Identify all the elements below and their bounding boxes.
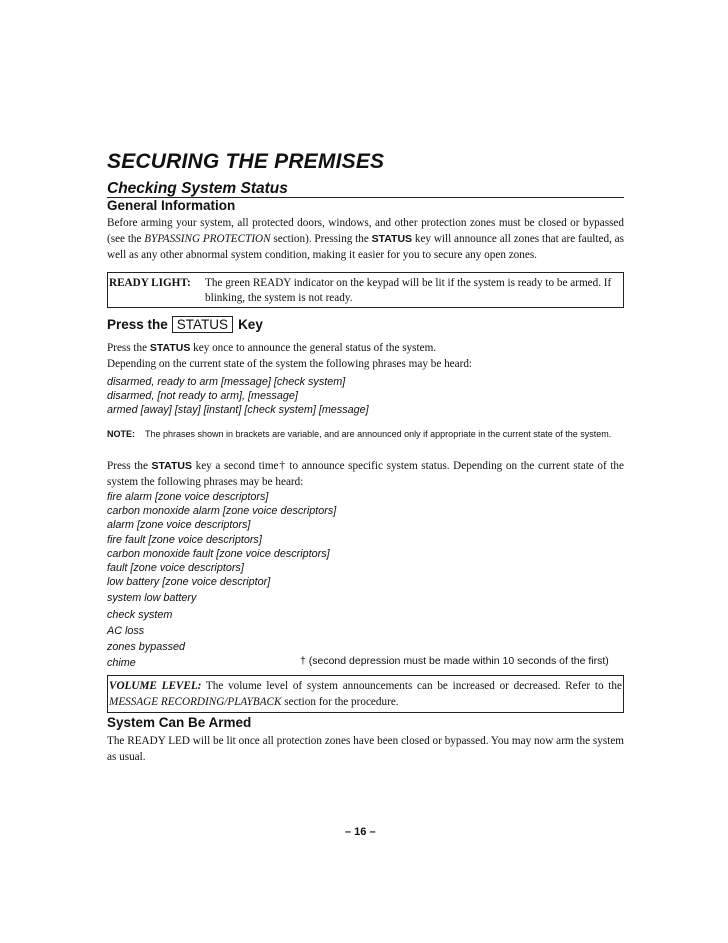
status-intro: Press the STATUS key once to announce the general status of the system. Depending on the current state of the system the following phrases may be heard: <box>107 342 473 370</box>
phrase-item: check system <box>107 608 173 621</box>
volume-level-box: VOLUME LEVEL: The volume level of system announcements can be increased or decreased. Refer to the MESSAGE RECORDING/PLAYBACK section for the procedure. <box>107 675 624 713</box>
note-label: NOTE: <box>107 429 135 439</box>
second-press-paragraph: Press the STATUS key a second time† to announce specific system status. Depending on the current state of the system the following phrases may be heard: <box>107 460 624 488</box>
phrase-item: disarmed, ready to arm [message] [check system] <box>107 376 346 388</box>
general-info-title: General Information <box>107 198 236 213</box>
ready-light-text: The green READY indicator on the keypad will be lit if the system is ready to be armed. If blinking, the system is not ready. <box>205 277 612 304</box>
phrase-item: AC loss <box>107 624 145 637</box>
ready-light-label: READY LIGHT: <box>109 277 191 289</box>
phrase-item: fire alarm [zone voice descriptors] <box>107 491 269 503</box>
phrase-item: zones bypassed <box>107 641 186 654</box>
phrase-item: fire fault [zone voice descriptors] <box>107 533 262 546</box>
phrase-item: chime <box>107 657 136 670</box>
phrase-item: low battery [zone voice descriptor] <box>107 576 271 589</box>
system-armed-title: System Can Be Armed <box>107 715 252 730</box>
phrase-item: system low battery <box>107 592 197 605</box>
footnote: † (second depression must be made within 10 seconds of the first) <box>300 655 609 667</box>
volume-level-label: VOLUME LEVEL: <box>109 680 202 692</box>
page-number: – 16 – <box>345 826 376 838</box>
phrase-item: alarm [zone voice descriptors] <box>107 519 251 532</box>
phrase-item: carbon monoxide fault [zone voice descriptors] <box>107 547 330 560</box>
press-status-title: Press the STATUS Key <box>107 317 263 332</box>
note-text: The phrases shown in brackets are variable, and are announced only if appropriate in the current state of the system. <box>145 429 612 439</box>
ready-light-box <box>107 272 624 308</box>
phrase-list-1 <box>107 375 624 418</box>
phrase-item: fault [zone voice descriptors] <box>107 562 244 575</box>
phrase-list-2 <box>107 490 624 670</box>
sub-heading: Checking System Status <box>107 180 288 197</box>
section-heading: SECURING THE PREMISES <box>107 150 385 173</box>
status-key-box: STATUS <box>172 316 233 333</box>
phrase-item: disarmed, [not ready to arm], [message] <box>107 390 298 403</box>
system-armed-text: The READY LED will be lit once all protection zones have been closed or bypassed. You may now arm the system as usual. <box>107 735 624 763</box>
phrase-item: carbon monoxide alarm [zone voice descriptors] <box>107 505 337 518</box>
general-info-paragraph: Before arming your system, all protected doors, windows, and other protection zones must be closed or bypassed (see the BYPASSING PROTECTION section). Pressing the STATUS key will announce all zones that are faulted, as well as any other abnormal system condition, making it easier for you to secure any open zones. <box>107 217 624 261</box>
phrase-item: armed [away] [stay] [instant] [check system] [message] <box>107 404 369 417</box>
